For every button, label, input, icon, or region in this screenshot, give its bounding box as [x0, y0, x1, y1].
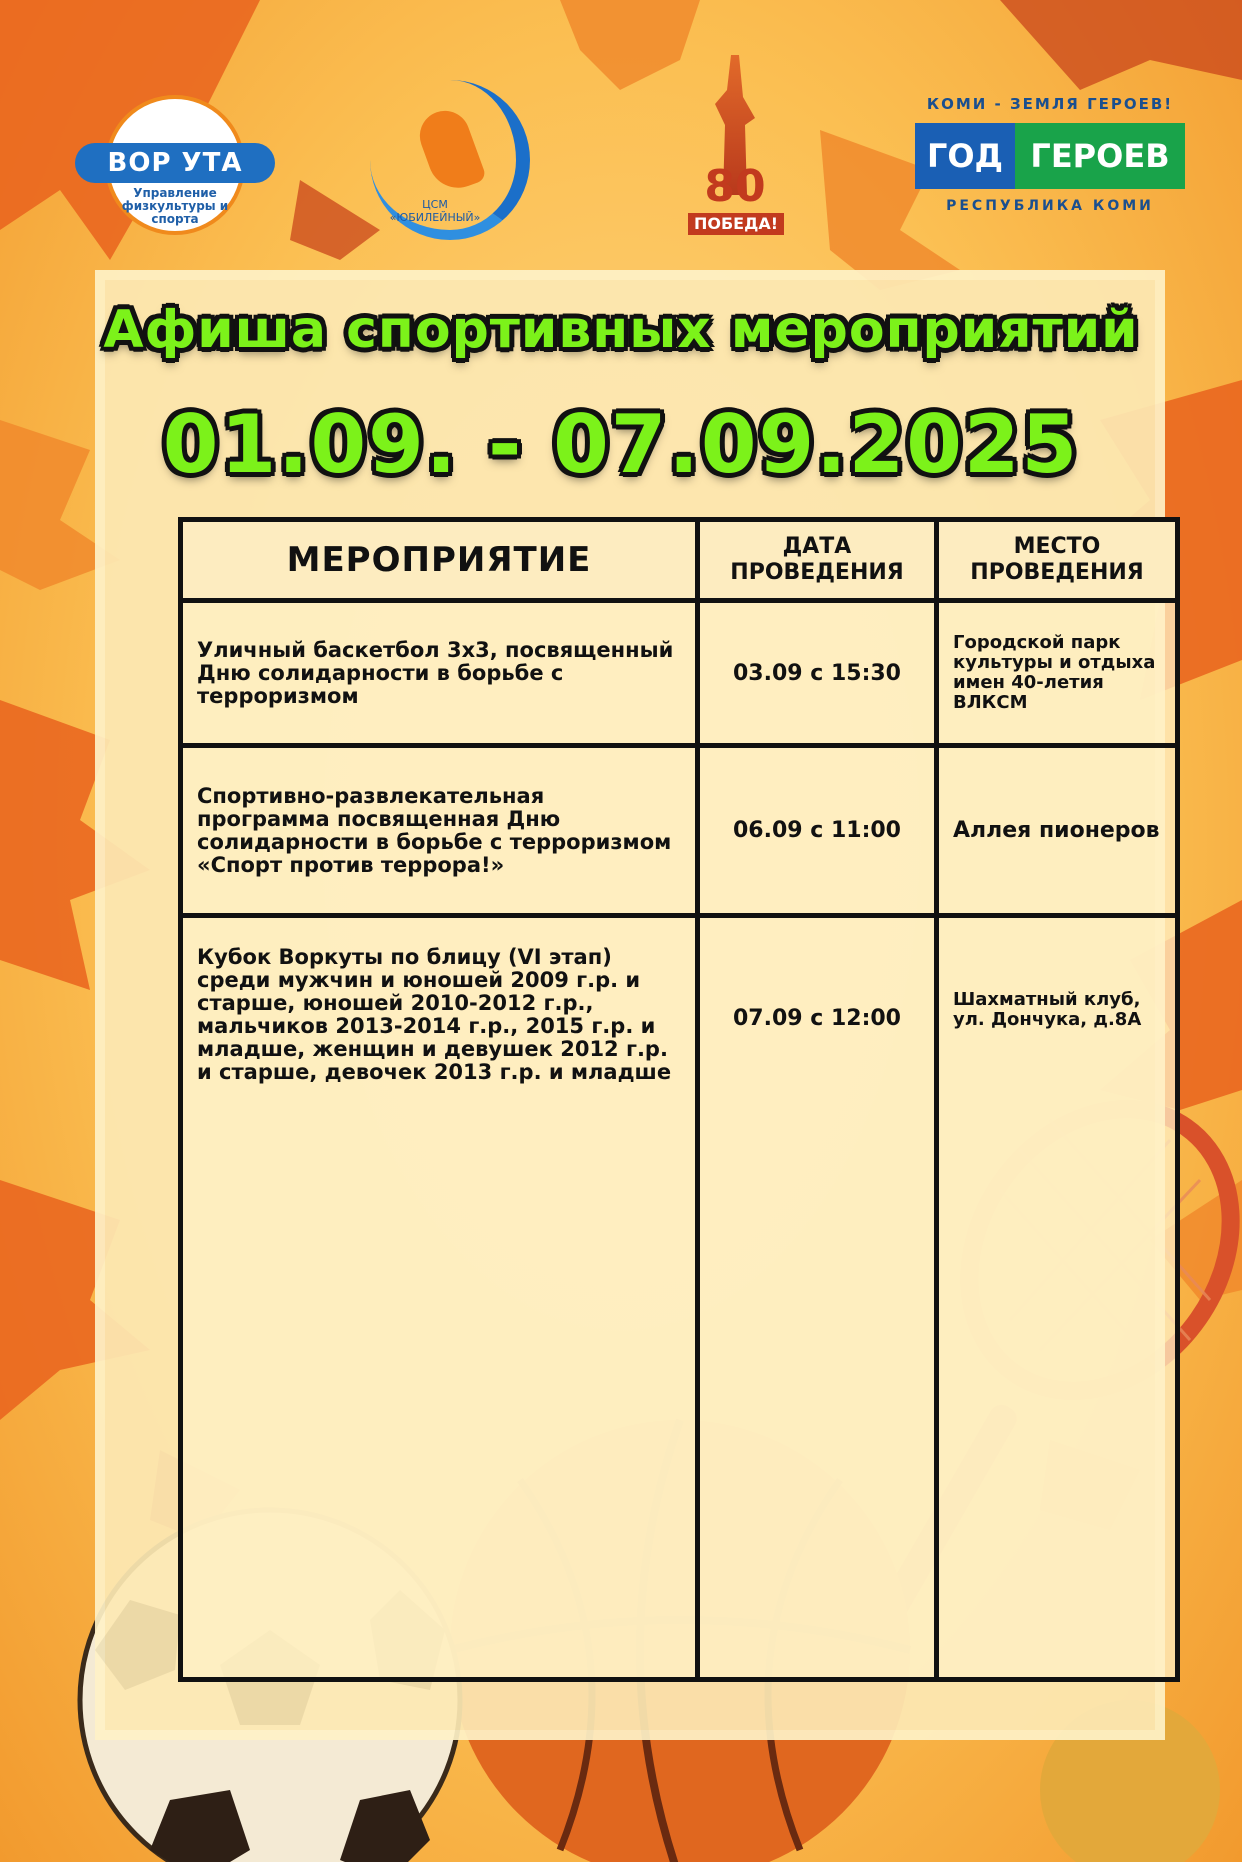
place-cell: Городской парк культуры и отдыха имен 40-летия ВЛКСМ	[937, 601, 1178, 746]
place-cell: Аллея пионеров	[937, 746, 1178, 916]
vorkuta-logo	[75, 95, 275, 245]
table-row	[181, 746, 1178, 916]
god-geroev-right: ГЕРОЕВ	[1015, 123, 1185, 189]
csm-logo	[370, 80, 540, 250]
god-geroev-banner	[915, 123, 1185, 189]
date-range: 01.09. - 07.09.2025	[162, 398, 1080, 491]
events-table	[178, 517, 1180, 1682]
table-header-row	[181, 520, 1178, 601]
column-header-date: ДАТА ПРОВЕДЕНИЯ	[698, 520, 937, 601]
pobeda-word: ПОБЕДА!	[688, 213, 784, 235]
column-header-place: МЕСТО ПРОВЕДЕНИЯ	[937, 520, 1178, 601]
page-title: Афиша спортивных мероприятий	[103, 300, 1139, 360]
column-header-event: МЕРОПРИЯТИЕ	[181, 520, 698, 601]
csm-name: ЦСМ «ЮБИЛЕЙНЫЙ»	[389, 198, 481, 224]
date-cell: 03.09 с 15:30	[698, 601, 937, 746]
god-geroev-left: ГОД	[915, 123, 1015, 189]
vorkuta-subtitle: Управление физкультуры и спорта	[121, 186, 229, 226]
god-geroev-bottom: РЕСПУБЛИКА КОМИ	[946, 198, 1154, 214]
place-cell: Шахматный клуб, ул. Дончука, д.8А	[937, 916, 1178, 1680]
god-geroev-top: КОМИ - ЗЕМЛЯ ГЕРОЕВ!	[926, 95, 1174, 113]
event-cell: Кубок Воркуты по блицу (VI этап) среди мужчин и юношей 2009 г.р. и старше, юношей 2010-2012 г.р., мальчиков 2013-2014 г.р., 2015 г.р. и младше, женщин и девушек 2012 г.р. и старше, девочек 2013 г.р. и младше	[181, 916, 698, 1680]
table-row	[181, 916, 1178, 1680]
table-row	[181, 601, 1178, 746]
event-cell: Спортивно-развлекательная программа посвященная Дню солидарности в борьбе с терроризмом «Спорт против террора!»	[181, 746, 698, 916]
date-cell: 07.09 с 12:00	[698, 916, 937, 1680]
event-cell: Уличный баскетбол 3х3, посвященный Дню солидарности в борьбе с терроризмом	[181, 601, 698, 746]
vorkuta-name: ВОР УТА	[75, 143, 275, 183]
pobeda-80-logo	[680, 55, 790, 245]
pobeda-number: 80	[704, 161, 766, 212]
god-geroev-logo	[915, 95, 1185, 225]
date-cell: 06.09 с 11:00	[698, 746, 937, 916]
